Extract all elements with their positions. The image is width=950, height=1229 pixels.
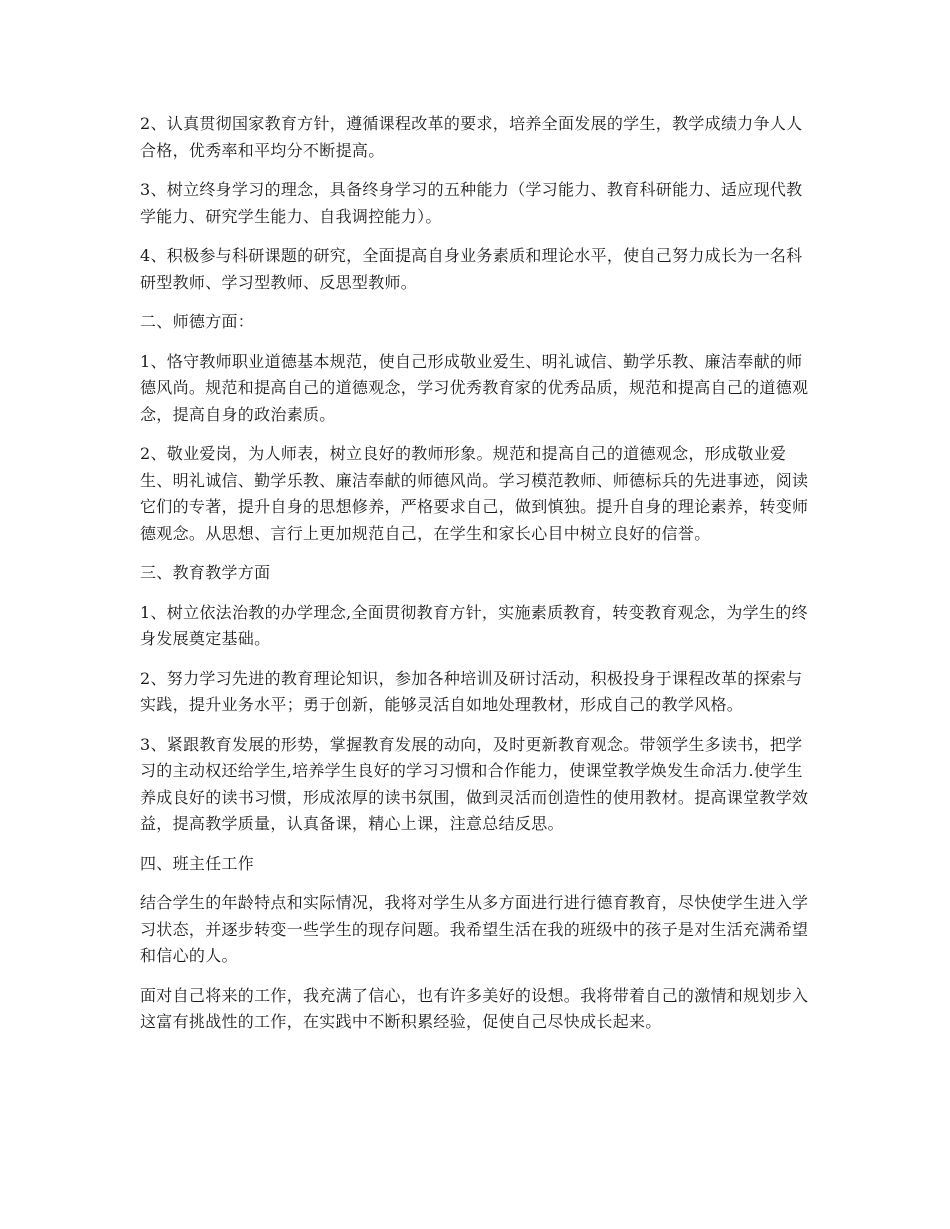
- paragraph-goal-4: 4、积极参与科研课题的研究，全面提高自身业务素质和理论水平，使自己努力成长为一名科研型教师、学习型教师、反思型教师。: [140, 246, 803, 292]
- section-heading-ethics: 二、师德方面：: [140, 312, 255, 331]
- section-heading-class-teacher: 四、班主任工作: [140, 853, 255, 873]
- paragraph-ethics-2: 2、敬业爱岗，为人师表，树立良好的教师形象。规范和提高自己的道德观念，形成敬业爱生、明礼诚信、勤学乐教、廉洁奉献的师德风尚。学习模范教师、师德标兵的先进事迹，阅读它们的专著，提升自身的思想修养，严格要求自己，做到慎独。提升自身的理论素养，转变师德观念。从思想、言行上更加规范自己，在学生和家长心目中树立良好的信誉。: [140, 444, 809, 543]
- section-heading-teaching: 三、教育教学方面: [140, 563, 271, 582]
- paragraph-goal-3: 3、树立终身学习的理念，具备终身学习的五种能力（学习能力、教育科研能力、适应现代教学能力、研究学生能力、自我调控能力）。: [140, 180, 803, 226]
- paragraph-goal-2: 2、认真贯彻国家教育方针，遵循课程改革的要求，培养全面发展的学生，教学成绩力争人人合格，优秀率和平均分不断提高。: [140, 114, 803, 160]
- paragraph-conclusion: 面对自己将来的工作，我充满了信心，也有许多美好的设想。我将带着自己的激情和规划步入这富有挑战性的工作，在实践中不断积累经验，促使自己尽快成长起来。: [140, 985, 809, 1031]
- paragraph-class-teacher: 结合学生的年龄特点和实际情况，我将对学生从多方面进行进行德育教育，尽快使学生进入学习状态，并逐步转变一些学生的现存问题。我希望生活在我的班级中的孩子是对生活充满希望和信心的人。: [140, 893, 809, 965]
- paragraph-teaching-2: 2、努力学习先进的教育理论知识，参加各种培训及研讨活动，积极投身于课程改革的探索与实践，提升业务水平；勇于创新，能够灵活自如地处理教材，形成自己的教学风格。: [140, 668, 803, 714]
- paragraph-teaching-1: 1、树立依法治教的办学理念,全面贯彻教育方针，实施素质教育，转变教育观念，为学生的终身发展奠定基础。: [140, 602, 808, 648]
- paragraph-ethics-1: 1、恪守教师职业道德基本规范，使自己形成敬业爱生、明礼诚信、勤学乐教、廉洁奉献的师德风尚。规范和提高自己的道德观念，学习优秀教育家的优秀品质，规范和提高自己的道德观念，提高自身的政治素质。: [140, 351, 809, 424]
- paragraph-teaching-3: 3、紧跟教育发展的形势，掌握教育发展的动向，及时更新教育观念。带领学生多读书，把学习的主动权还给学生,培养学生良好的学习习惯和合作能力，使课堂教学焕发生命活力.使学生养成良好的读书习惯，形成浓厚的读书氛围，做到灵活而创造性的使用教材。提高课堂教学效益，提高教学质量，认真备课，精心上课，注意总结反思。: [140, 734, 809, 833]
- document-body: [140, 111, 812, 1049]
